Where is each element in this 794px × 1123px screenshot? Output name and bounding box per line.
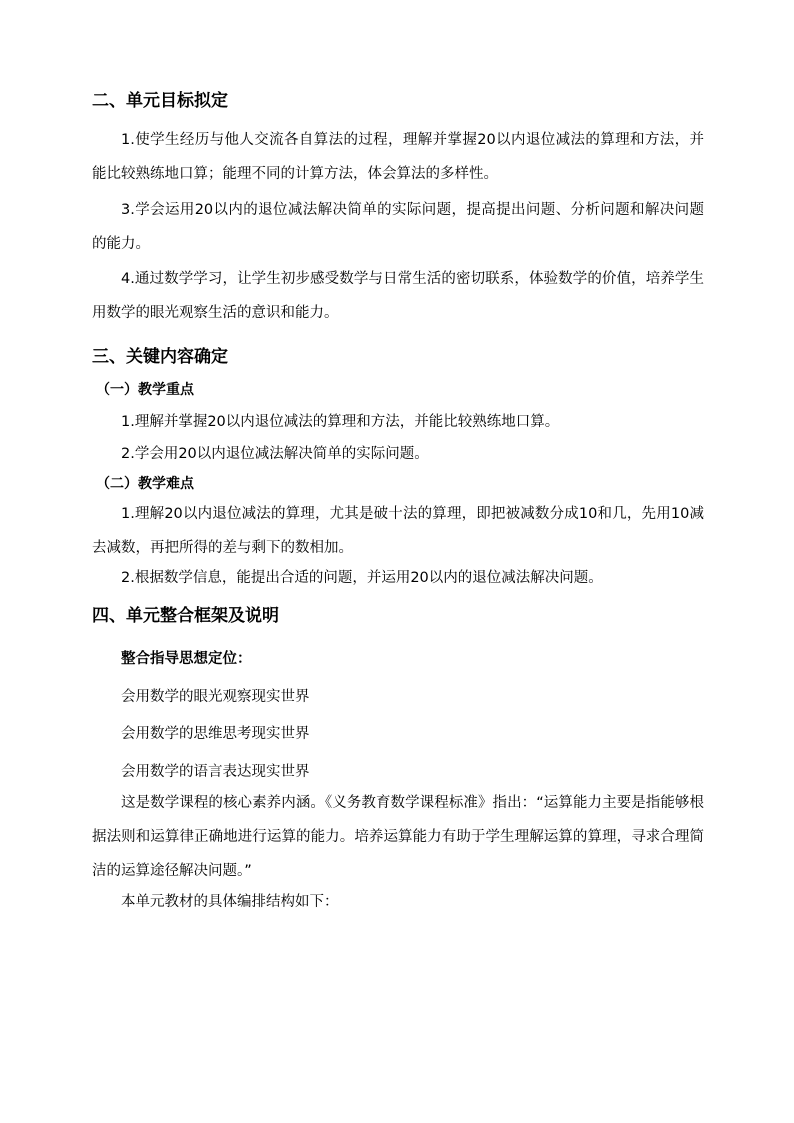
section-title-unit-goals: 二、单元目标拟定 [92, 91, 228, 111]
guide-line-2: 会用数学的思维思考现实世界 [121, 726, 310, 742]
difficulty-item-2: 2.根据数学信息，能提出合适的问题，并运用20以内的退位减法解决问题。 [121, 570, 603, 586]
structure-intro-line: 本单元教材的具体编排结构如下： [121, 894, 339, 910]
guide-line-3: 会用数学的语言表达现实世界 [121, 764, 310, 780]
curriculum-standard-paragraph: 这是数学课程的核心素养内涵。《义务教育数学课程标准》指出：“运算能力主要是指能够根据法则和运算律正确地进行运算的能力。培养运算能力有助于学生理解运算的算理，寻求合理简洁的运算途径解决问题。” [92, 795, 704, 879]
section-title-integration-framework: 四、单元整合框架及说明 [92, 606, 279, 626]
goal-paragraph-1: 1.使学生经历与他人交流各自算法的过程，理解并掌握20以内退位减法的算理和方法，并能比较熟练地口算；能理不同的计算方法，体会算法的多样性。 [92, 132, 704, 182]
section-title-key-content: 三、关键内容确定 [92, 347, 228, 367]
focus-item-1: 1.理解并掌握20以内退位减法的算理和方法，并能比较熟练地口算。 [121, 414, 560, 430]
subsection-title-teaching-focus: （一）教学重点 [96, 382, 194, 398]
goal-paragraph-4: 4.通过数学学习，让学生初步感受数学与日常生活的密切联系，体验数学的价值，培养学生用数学的眼光观察生活的意识和能力。 [92, 271, 704, 321]
focus-item-2: 2.学会用20以内退位减法解决简单的实际问题。 [121, 446, 429, 462]
guide-line-1: 会用数学的眼光观察现实世界 [121, 689, 310, 705]
subsection-title-teaching-difficulty: （二）教学难点 [96, 476, 194, 492]
guide-title: 整合指导思想定位： [121, 651, 252, 667]
difficulty-item-1: 1.理解20以内退位减法的算理，尤其是破十法的算理，即把被减数分成10和几，先用10减去减数，再把所得的差与剩下的数相加。 [92, 506, 704, 556]
goal-paragraph-3: 3.学会运用20以内的退位减法解决简单的实际问题，提高提出问题、分析问题和解决问题的能力。 [92, 202, 704, 252]
